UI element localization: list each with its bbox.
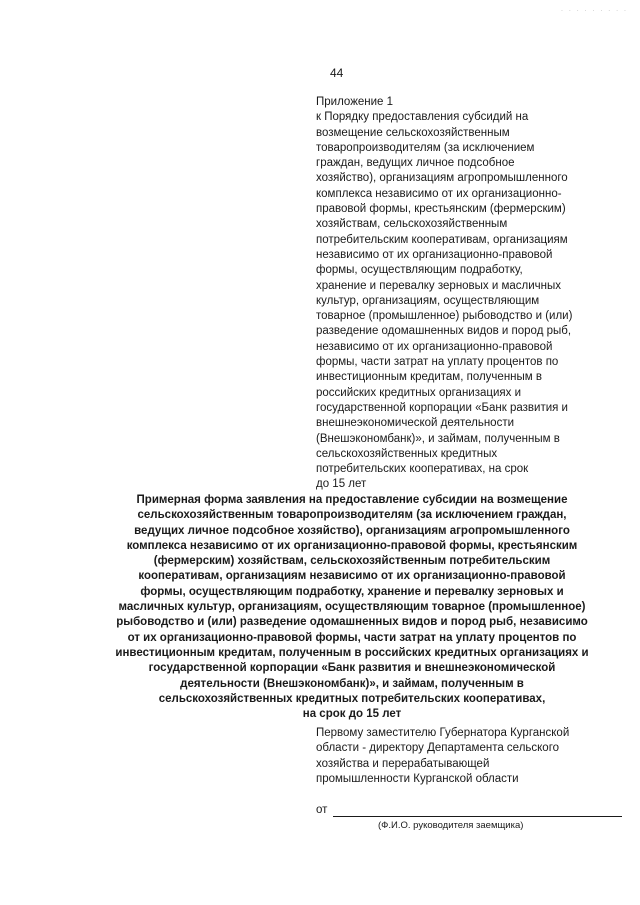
appendix-line: правовой формы, крестьянским (фермерским): [316, 203, 566, 216]
form-title-line: государственной корпорации «Банк развития и внешнеэкономической: [148, 662, 556, 675]
form-title-line: на срок до 15 лет: [302, 708, 402, 721]
appendix-line: потребительских кооперативах, на срок: [316, 463, 529, 476]
appendix-line: до 15 лет: [316, 478, 367, 491]
addressee-line: Первому заместителю Губернатора Курганской: [316, 727, 570, 739]
form-title-line: рыбоводство и (или) разведение одомашненных видов и пород рыб, независимо: [116, 616, 588, 629]
addressee-line: промышленности Курганской области: [316, 772, 519, 785]
page-number: 44: [330, 66, 344, 80]
appendix-header-block: [316, 95, 616, 493]
form-title-line: комплекса независимо от их организационно-правовой формы, крестьянским: [126, 539, 578, 552]
appendix-line: государственной корпорации «Банк развития и: [316, 401, 568, 414]
form-title-line: сельскохозяйственных кредитных потребительских кооперативах,: [158, 692, 546, 705]
appendix-line: хранение и перевалку зерновых и масличных: [316, 279, 562, 292]
form-title-line: инвестиционным кредитам, полученным в российских кредитных организациях и: [115, 646, 589, 659]
appendix-line: культур, организациям, осуществляющим: [316, 294, 540, 307]
appendix-line: формы, осуществляющим подработку,: [316, 264, 523, 277]
scan-corner-marks: . . . . . . . . .: [560, 6, 628, 13]
from-field: [316, 803, 616, 819]
form-title-line: от их организационно-правовой формы, части затрат на уплату процентов по: [127, 631, 577, 644]
appendix-line: потребительским кооперативам, организациям: [316, 233, 568, 246]
appendix-line: возмещение сельскохозяйственным: [316, 126, 510, 139]
form-title-line: формы, осуществляющим подработку, хранение и перевалку зерновых и: [140, 585, 564, 598]
form-title: [68, 493, 636, 722]
appendix-line: внешнеэкономической деятельности: [316, 417, 515, 430]
appendix-line: разведение одомашненных видов и пород рыб,: [316, 325, 572, 338]
appendix-line: независимо от их организационно-правовой: [316, 340, 553, 353]
appendix-line: граждан, ведущих личное подсобное: [316, 157, 515, 170]
form-title-line: ведущих личное подсобное хозяйство), организациям агропромышленного: [134, 524, 570, 537]
form-title-line: (фермерским) хозяйствам, сельскохозяйственным потребительским: [153, 555, 551, 568]
appendix-line: товарное (промышленное) рыбоводство и (или): [316, 310, 573, 323]
form-title-line: Примерная форма заявления на предоставление субсидии на возмещение: [136, 494, 568, 506]
addressee-line: области - директору Департамента сельского: [316, 742, 560, 755]
form-title-line: масличных культур, организациям, осуществляющим товарное (промышленное): [118, 601, 586, 614]
appendix-line: Приложение 1: [316, 96, 394, 108]
appendix-line: к Порядку предоставления субсидий на: [316, 111, 529, 124]
appendix-line: российских кредитных организациях и: [316, 386, 522, 399]
form-title-line: кооперативам, организациям независимо от их организационно-правовой: [138, 570, 566, 583]
from-fill-line: [333, 816, 622, 817]
appendix-line: формы, части затрат на уплату процентов по: [316, 356, 559, 369]
from-field-caption: (Ф.И.О. руководителя заемщика): [378, 820, 524, 831]
appendix-line: (Внешэкономбанк)», и займам, полученным в: [316, 432, 560, 445]
from-label: от: [316, 804, 328, 816]
addressee-block: [316, 726, 616, 787]
appendix-line: инвестиционным кредитам, полученным в: [316, 371, 542, 384]
form-title-line: деятельности (Внешэкономбанк)», и займам, полученным в: [180, 677, 524, 690]
appendix-line: хозяйство), организациям агропромышленного: [316, 172, 568, 185]
appendix-line: независимо от их организационно-правовой: [316, 248, 553, 261]
appendix-line: сельскохозяйственных кредитных: [316, 447, 498, 460]
form-title-line: сельскохозяйственным товаропроизводителям (за исключением граждан,: [137, 509, 567, 522]
appendix-line: хозяйствам, сельскохозяйственным: [316, 218, 508, 231]
appendix-line: товаропроизводителям (за исключением: [316, 141, 535, 154]
addressee-line: хозяйства и перерабатывающей: [316, 757, 490, 770]
appendix-line: комплекса независимо от их организационно-: [316, 187, 562, 200]
